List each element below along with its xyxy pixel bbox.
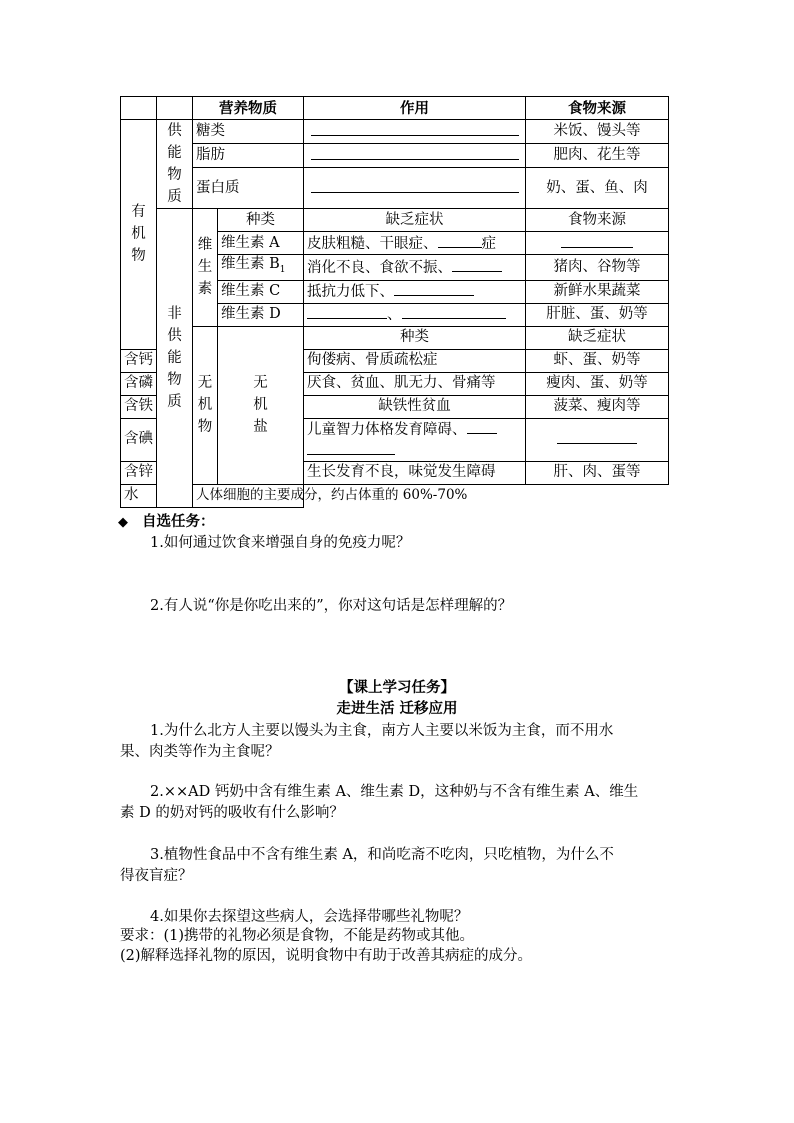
nutrient-name: 脂肪 — [193, 144, 304, 168]
class-question-3-line1: 3.植物性食品中不含有维生素 A，和尚吃斋不吃肉，只吃植物，为什么不 — [150, 847, 614, 863]
class-question-3-line2: 得夜盲症？ — [120, 868, 193, 884]
water-name: 水 — [121, 484, 193, 507]
food-source-blank — [526, 232, 669, 255]
kind-header: 种类 — [218, 209, 304, 232]
function-blank — [304, 144, 526, 168]
class-question-4: 4.如果你去探望这些病人，会选择带哪些礼物呢？ — [150, 909, 469, 925]
food-source: 肥肉、花生等 — [526, 144, 669, 168]
mineral-name: 含磷 — [121, 372, 157, 395]
water-function: 人体细胞的主要成分，约占体重的 60%-70% — [193, 484, 304, 507]
kind-header: 种类 — [304, 326, 526, 349]
function-blank — [304, 120, 526, 144]
food-source: 菠菜、瘦肉等 — [526, 395, 669, 418]
source-header: 食物来源 — [526, 209, 669, 232]
class-task-subtitle: 走进生活 迁移应用 — [336, 700, 458, 717]
food-source: 米饭、馒头等 — [526, 120, 669, 144]
optional-task-title: ◆ 自选任务： — [118, 513, 215, 530]
vitamin-name: 维生素 C — [218, 280, 304, 303]
symptom-header: 缺乏症状 — [304, 209, 526, 232]
food-source: 肝、肉、蛋等 — [526, 461, 669, 484]
header-function: 作用 — [304, 97, 526, 120]
class-question-1-line1: 1.为什么北方人主要以馒头为主食，南方人主要以米饭为主食，而不用水 — [150, 723, 614, 739]
requirement-1: 要求：(1)携带的礼物必须是食物，不能是药物或其他。 — [120, 928, 475, 944]
symptom-cell: 儿童智力体格发育障碍、 — [304, 418, 526, 461]
symptom-cell: 抵抗力低下、 — [304, 280, 526, 303]
symptom-cell: 皮肤粗糙、干眼症、 症 — [304, 232, 526, 255]
food-source: 奶、蛋、鱼、肉 — [526, 168, 669, 209]
organic-label: 有机物 — [121, 120, 157, 350]
vitamin-name: 维生素 A — [218, 232, 304, 255]
class-question-2-line1: 2.××AD 钙奶中含有维生素 A、维生素 D，这种奶与不含有维生素 A、维生 — [150, 784, 639, 800]
food-source-blank — [526, 418, 669, 461]
mineral-name: 含钙 — [121, 349, 157, 372]
symptom-cell: 、 — [304, 303, 526, 326]
table-row — [121, 209, 669, 232]
symptom-header: 缺乏症状 — [526, 326, 669, 349]
food-source: 瘦肉、蛋、奶等 — [526, 372, 669, 395]
class-question-1-line2: 果、肉类等作为主食呢？ — [120, 744, 280, 760]
table-row — [121, 168, 669, 209]
symptom-cell: 生长发育不良，味觉发生障碍 — [304, 461, 526, 484]
food-source: 新鲜水果蔬菜 — [526, 280, 669, 303]
optional-question-2: 2.有人说“你是你吃出来的”，你对这句话是怎样理解的？ — [150, 598, 513, 614]
table-row — [121, 144, 669, 168]
class-question-2-line2: 素 D 的奶对钙的吸收有什么影响？ — [120, 805, 344, 821]
table-row — [121, 326, 669, 349]
mineral-name: 含锌 — [121, 461, 157, 484]
vitamin-label: 维生素 — [193, 209, 218, 327]
vitamin-name: 维生素 $B_1$ — [218, 255, 304, 281]
symptom-cell: 消化不良、食欲不振、 — [304, 255, 526, 281]
symptom-cell: 佝偻病、骨质疏松症 — [304, 349, 526, 372]
symptom-cell: 厌食、贫血、肌无力、骨痛等 — [304, 372, 526, 395]
optional-question-1: 1.如何通过饮食来增强自身的免疫力呢？ — [150, 535, 411, 551]
inorganic-label: 无机物 — [193, 326, 218, 484]
food-source: 猪肉、谷物等 — [526, 255, 669, 281]
symptom-cell: 缺铁性贫血 — [304, 395, 526, 418]
function-blank — [304, 168, 526, 209]
vitamin-name: 维生素 D — [218, 303, 304, 326]
non-energy-label: 非供能物质 — [157, 209, 193, 508]
header-source: 食物来源 — [526, 97, 669, 120]
food-source: 虾、蛋、奶等 — [526, 349, 669, 372]
table-row — [121, 484, 669, 507]
table-header-row — [121, 97, 669, 120]
food-source: 肝脏、蛋、奶等 — [526, 303, 669, 326]
requirement-2: (2)解释选择礼物的原因，说明食物中有助于改善其病症的成分。 — [120, 948, 533, 964]
nutrient-name: 蛋白质 — [193, 168, 304, 209]
table-row — [121, 120, 669, 144]
energy-label: 供能物质 — [157, 120, 193, 209]
mineral-name: 含铁 — [121, 395, 157, 418]
mineral-name: 含碘 — [121, 418, 157, 461]
header-nutrient: 营养物质 — [193, 97, 304, 120]
diamond-bullet-icon: ◆ — [118, 515, 128, 530]
mineral-label: 无机盐 — [218, 326, 304, 484]
nutrient-name: 糖类 — [193, 120, 304, 144]
class-task-title: 【课上学习任务】 — [339, 679, 455, 696]
nutrition-table — [120, 96, 669, 508]
